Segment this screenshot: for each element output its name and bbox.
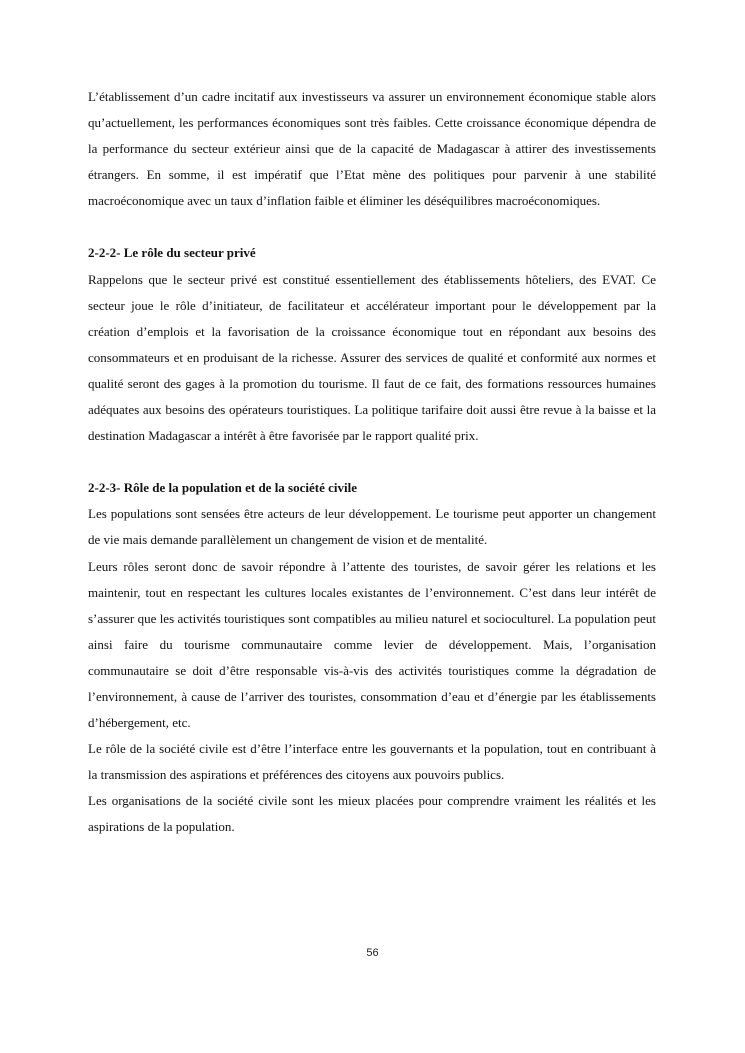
civil-society-paragraph-2: Les organisations de la société civile sont les mieux placées pour comprendre vraiment les réalités et les aspirations de la population. <box>88 793 656 835</box>
population-paragraph-2: Leurs rôles seront donc de savoir répondre à l’attente des touristes, de savoir gérer les relations et les maintenir, tout en respectant les cultures locales existantes de l’environnement. C’est dans leur intérêt de s’assurer que les activités touristiques sont compatibles au milieu naturel et socioculturel. La population peut ainsi faire du tourisme communautaire comme levier de développement. Mais, l’organisation communautaire se doit d’être responsable vis-à-vis des activités touristiques comme la dégradation de l’environnement, à cause de l’arriver des touristes, consommation d’eau et d’énergie par les établissements d’hébergement, etc. <box>88 558 656 731</box>
intro-paragraph: L’établissement d’un cadre incitatif aux investisseurs va assurer un environnement économique stable alors qu’actuellement, les performances économiques sont très faibles. Cette croissance économique dépendra de la performance du secteur extérieur ainsi que de la capacité de Madagascar à attirer des investissements étrangers. En somme, il est impératif que l’Etat mène des politiques pour parvenir à une stabilité macroéconomique avec un taux d’inflation faible et éliminer les déséquilibres macroéconomiques. <box>88 89 656 209</box>
private-sector-paragraph: Rappelons que le secteur privé est constitué essentiellement des établissements hôteliers, des EVAT. Ce secteur joue le rôle d’initiateur, de facilitateur et accélérateur important pour le développement par la création d’emplois et la favorisation de la croissance économique tout en répondant aux besoins des consommateurs et en produisant de la richesse. Assurer des services de qualité et conformité aux normes et qualité seront des gages à la promotion du tourisme. Il faut de ce fait, des formations ressources humaines adéquates aux besoins des opérateurs touristiques. La politique tarifaire doit aussi être revue à la baisse et la destination Madagascar a intérêt à être favorisée par le rapport qualité prix. <box>88 271 656 444</box>
population-paragraph-1: Les populations sont sensées être acteurs de leur développement. Le tourisme peut apporter un changement de vie mais demande parallèlement un changement de vision et de mentalité. <box>88 506 656 548</box>
paragraph-spacer <box>88 214 656 240</box>
document-page <box>88 84 656 841</box>
paragraph-spacer <box>88 449 656 475</box>
section-heading-population-civil-society: 2-2-3- Rôle de la population et de la société civile <box>88 480 357 496</box>
section-heading-private-sector: 2-2-2- Le rôle du secteur privé <box>88 245 256 261</box>
page-number: 56 <box>366 947 379 959</box>
civil-society-paragraph-1: Le rôle de la société civile est d’être l’interface entre les gouvernants et la population, tout en contribuant à la transmission des aspirations et préférences des citoyens aux pouvoirs publics. <box>88 741 656 783</box>
